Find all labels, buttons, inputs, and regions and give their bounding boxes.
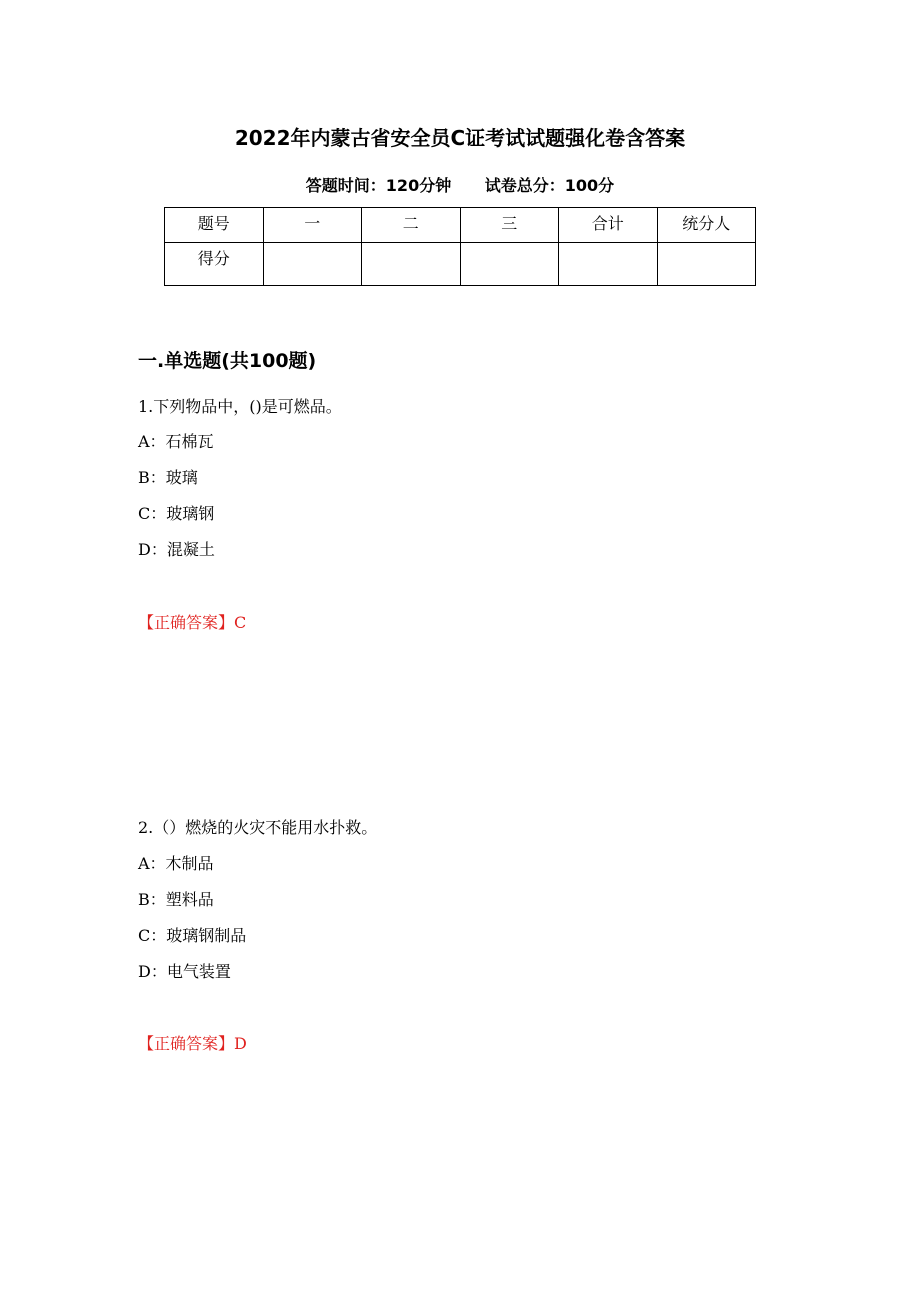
score-table [164, 207, 756, 286]
score-header-cell: 三 [460, 208, 559, 243]
exam-info [0, 173, 920, 196]
score-header-cell: 统分人 [657, 208, 756, 243]
score-cell [362, 243, 461, 286]
score-header-cell: 合计 [559, 208, 658, 243]
score-header-cell: 一 [263, 208, 362, 243]
score-cell [263, 243, 362, 286]
score-table-row [165, 243, 756, 286]
score-header-cell: 二 [362, 208, 461, 243]
question-option: C：玻璃钢 [138, 504, 215, 523]
score-cell [559, 243, 658, 286]
question-option: B：塑料品 [138, 890, 214, 909]
score-cell [460, 243, 559, 286]
correct-answer: 【正确答案】D [138, 1034, 247, 1053]
exam-time: 答题时间：120分钟 [305, 176, 452, 195]
score-row-label: 得分 [165, 243, 264, 286]
question-option: A：石棉瓦 [138, 432, 214, 451]
question-stem: 1.下列物品中，()是可燃品。 [138, 397, 342, 416]
question-option: A：木制品 [138, 854, 214, 873]
exam-total-score: 试卷总分：100分 [484, 176, 615, 195]
question-option: D：混凝土 [138, 540, 215, 559]
score-table-header-row [165, 208, 756, 243]
question-option: D：电气装置 [138, 962, 231, 981]
question-option: B：玻璃 [138, 468, 198, 487]
correct-answer: 【正确答案】C [138, 613, 247, 632]
section-heading: 一.单选题(共100题) [138, 350, 317, 372]
document-title: 2022年内蒙古省安全员C证考试试题强化卷含答案 [234, 126, 686, 150]
score-header-cell: 题号 [165, 208, 264, 243]
question-option: C：玻璃钢制品 [138, 926, 247, 945]
question-stem: 2.（）燃烧的火灾不能用水扑救。 [138, 818, 378, 837]
score-cell [657, 243, 756, 286]
